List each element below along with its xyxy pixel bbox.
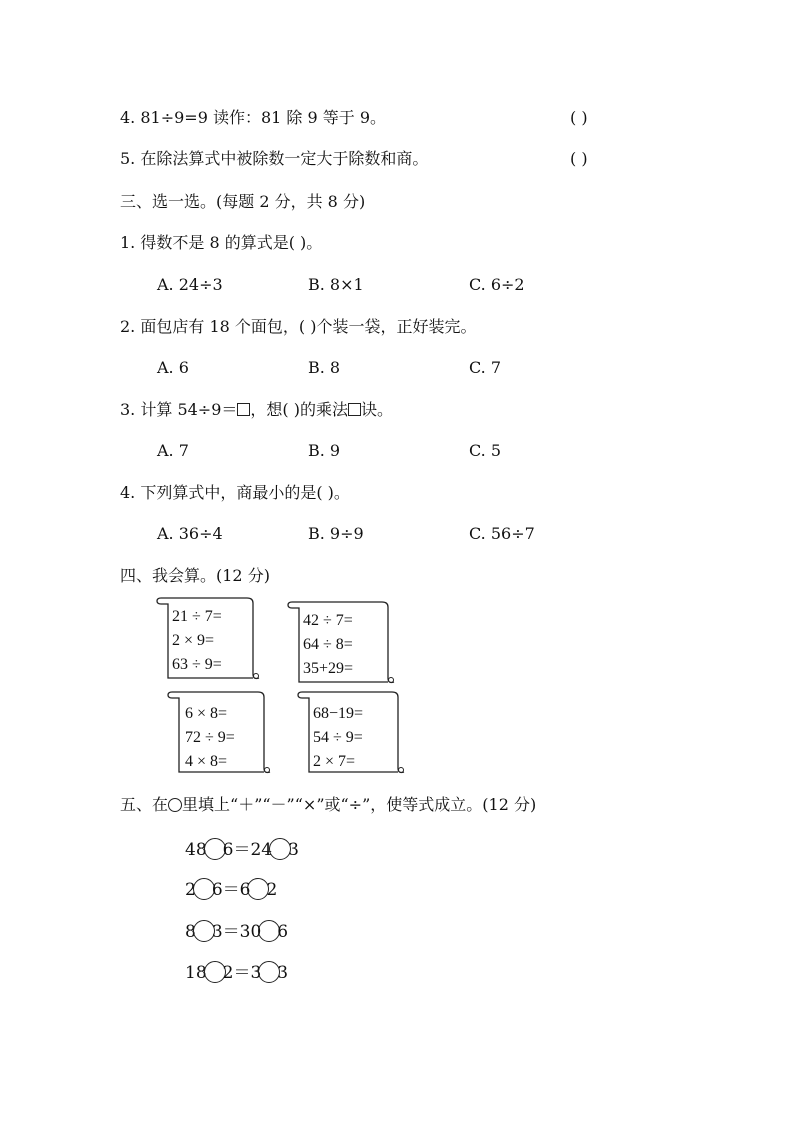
scroll-card-2 xyxy=(288,598,398,686)
scroll-2-row-3: 35+29= xyxy=(303,660,354,677)
eq-3-part-1: 8 xyxy=(185,922,196,942)
choice-3-option-a[interactable]: A. 7 xyxy=(157,441,189,460)
choice-question-3 xyxy=(120,400,393,420)
scroll-4-row-3: 2 × 7= xyxy=(313,753,356,770)
scroll-3-row-1: 6 × 8= xyxy=(185,705,228,722)
eq-3-part-2: 3＝30 xyxy=(211,922,262,942)
scroll-card-4 xyxy=(298,688,408,776)
answer-box-icon xyxy=(237,403,250,416)
choice-question-4: 4. 下列算式中，商最小的是( )。 xyxy=(120,483,350,502)
choice-1-option-a[interactable]: A. 24÷3 xyxy=(157,275,223,294)
choice-1-option-b[interactable]: B. 8×1 xyxy=(308,275,364,294)
judge-question-4: 4. 81÷9=9 读作：81 除 9 等于 9。 xyxy=(120,108,387,127)
scroll-3-row-3: 4 × 8= xyxy=(185,753,228,770)
scroll-card-3 xyxy=(168,688,274,776)
choice-question-1: 1. 得数不是 8 的算式是( )。 xyxy=(120,233,323,252)
scroll-4-row-1: 68−19= xyxy=(313,705,364,722)
eq-4-part-2: 2＝3 xyxy=(222,963,262,983)
choice-3-option-c[interactable]: C. 5 xyxy=(469,441,502,460)
equation-4 xyxy=(185,961,288,984)
choice-3-text-after: 诀。 xyxy=(360,400,393,419)
scroll-2-row-2: 64 ÷ 8= xyxy=(303,636,353,653)
scroll-card-1 xyxy=(157,594,263,682)
choice-2-option-a[interactable]: A. 6 xyxy=(157,358,189,377)
choice-question-2: 2. 面包店有 18 个面包，( )个装一袋，正好装完。 xyxy=(120,317,477,336)
scroll-1-row-2: 2 × 9= xyxy=(172,632,215,649)
choice-4-option-b[interactable]: B. 9÷9 xyxy=(308,524,364,543)
section-4-heading: 四、我会算。(12 分) xyxy=(120,566,270,585)
eq-4-part-1: 18 xyxy=(185,963,207,983)
section-3-heading: 三、选一选。(每题 2 分，共 8 分) xyxy=(120,192,366,211)
eq-1-part-2: 6＝24 xyxy=(222,840,273,860)
eq-4-part-3: 3 xyxy=(277,963,289,983)
choice-3-text-mid: ，想( )的乘法 xyxy=(250,400,348,419)
choice-3-option-b[interactable]: B. 9 xyxy=(308,441,341,460)
choice-1-option-c[interactable]: C. 6÷2 xyxy=(469,275,525,294)
section-5-heading-before: 五、在 xyxy=(120,795,169,814)
scroll-3-row-2: 72 ÷ 9= xyxy=(185,729,235,746)
equation-1 xyxy=(185,838,299,861)
eq-2-part-2: 6＝6 xyxy=(211,880,251,900)
section-5-heading-after: 里填上“＋”“－”“×”或“÷”，使等式成立。(12 分) xyxy=(182,795,537,814)
circle-blank-icon xyxy=(168,798,182,812)
scroll-1-row-1: 21 ÷ 7= xyxy=(172,608,222,625)
kou-box-icon xyxy=(348,403,361,416)
eq-1-part-3: 3 xyxy=(288,840,299,860)
eq-2-part-3: 2 xyxy=(266,880,278,900)
choice-4-option-c[interactable]: C. 56÷7 xyxy=(469,524,535,543)
equation-2 xyxy=(185,878,277,901)
choice-2-option-b[interactable]: B. 8 xyxy=(308,358,341,377)
scroll-1-row-3: 63 ÷ 9= xyxy=(172,656,222,673)
choice-4-option-a[interactable]: A. 36÷4 xyxy=(157,524,223,543)
judge-answer-paren-5[interactable]: ( ) xyxy=(570,149,588,168)
equation-3 xyxy=(185,920,288,943)
scroll-4-row-2: 54 ÷ 9= xyxy=(313,729,363,746)
section-5-heading xyxy=(120,795,536,815)
scroll-2-row-1: 42 ÷ 7= xyxy=(303,612,353,629)
choice-3-text-before: 3. 计算 54÷9＝ xyxy=(120,400,238,419)
eq-3-part-3: 6 xyxy=(277,922,289,942)
eq-2-part-1: 2 xyxy=(185,880,196,900)
judge-question-5: 5. 在除法算式中被除数一定大于除数和商。 xyxy=(120,149,429,168)
judge-answer-paren-4[interactable]: ( ) xyxy=(570,108,588,127)
choice-2-option-c[interactable]: C. 7 xyxy=(469,358,502,377)
eq-1-part-1: 48 xyxy=(185,840,207,860)
